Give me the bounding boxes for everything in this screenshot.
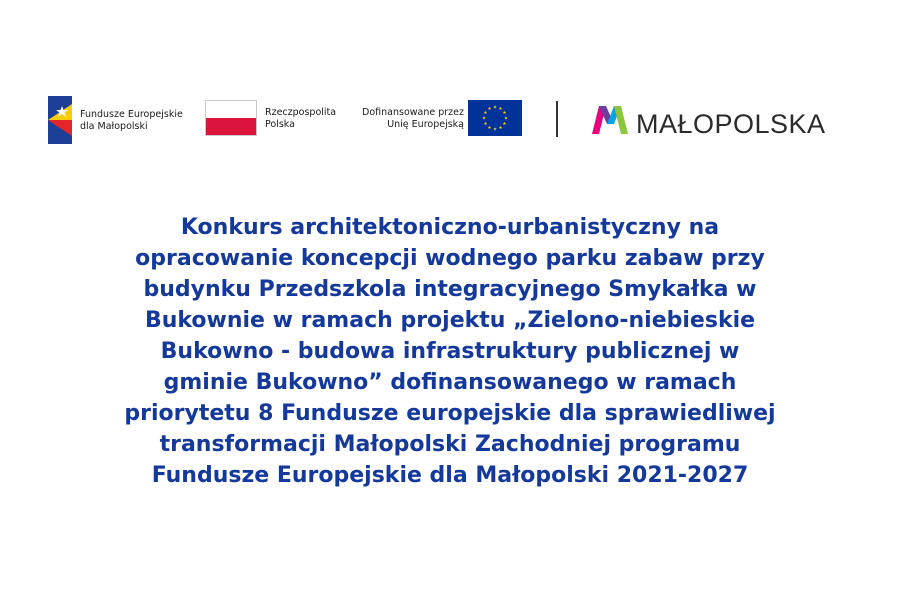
rzeczpospolita-line-1: Rzeczpospolita — [265, 107, 337, 118]
fundusze-europejskie-logo — [48, 96, 188, 144]
title-line: Konkurs architektoniczno-urbanistyczny na — [180, 215, 720, 240]
logo-divider — [556, 101, 558, 137]
title-line: Fundusze Europejskie dla Małopolski 2021-2027 — [151, 463, 749, 488]
eu-flag-icon — [468, 100, 522, 136]
rzeczpospolita-line-2: Polska — [265, 119, 295, 130]
title-line: priorytetu 8 Fundusze europejskie dla sprawiedliwej — [124, 401, 776, 426]
fundusze-line-1: Fundusze Europejskie — [80, 109, 183, 120]
title-line: budynku Przedszkola integracyjnego Smykałka w — [143, 277, 757, 302]
title-line: transformacji Małopolski Zachodniej programu — [159, 432, 741, 457]
title-line: Bukowno - budowa infrastruktury publicznej w — [160, 339, 740, 364]
polish-flag-icon — [205, 100, 257, 136]
eu-text — [362, 107, 464, 131]
title-line: opracowanie koncepcji wodnego parku zabaw przy — [135, 246, 765, 271]
rzeczpospolita-polska-logo — [205, 100, 345, 140]
announcement-title — [40, 212, 860, 491]
malopolska-wordmark: MAŁOPOLSKA — [636, 109, 826, 139]
fundusze-europejskie-text — [80, 109, 183, 133]
eu-line-1: Dofinansowane przez — [362, 107, 464, 118]
title-line: Bukownie w ramach projektu „Zielono-niebieskie — [144, 308, 756, 333]
logo-bar — [0, 0, 900, 180]
malopolska-m-icon — [590, 102, 630, 136]
eu-cofinanced-logo — [356, 100, 526, 140]
eu-line-2: Unię Europejską — [387, 119, 464, 130]
fundusze-line-2: dla Małopolski — [80, 121, 148, 132]
fundusze-europejskie-icon — [48, 96, 72, 144]
title-line: gminie Bukowno” dofinansowanego w ramach — [163, 370, 737, 395]
malopolska-logo — [590, 100, 860, 140]
rzeczpospolita-text — [265, 107, 336, 131]
